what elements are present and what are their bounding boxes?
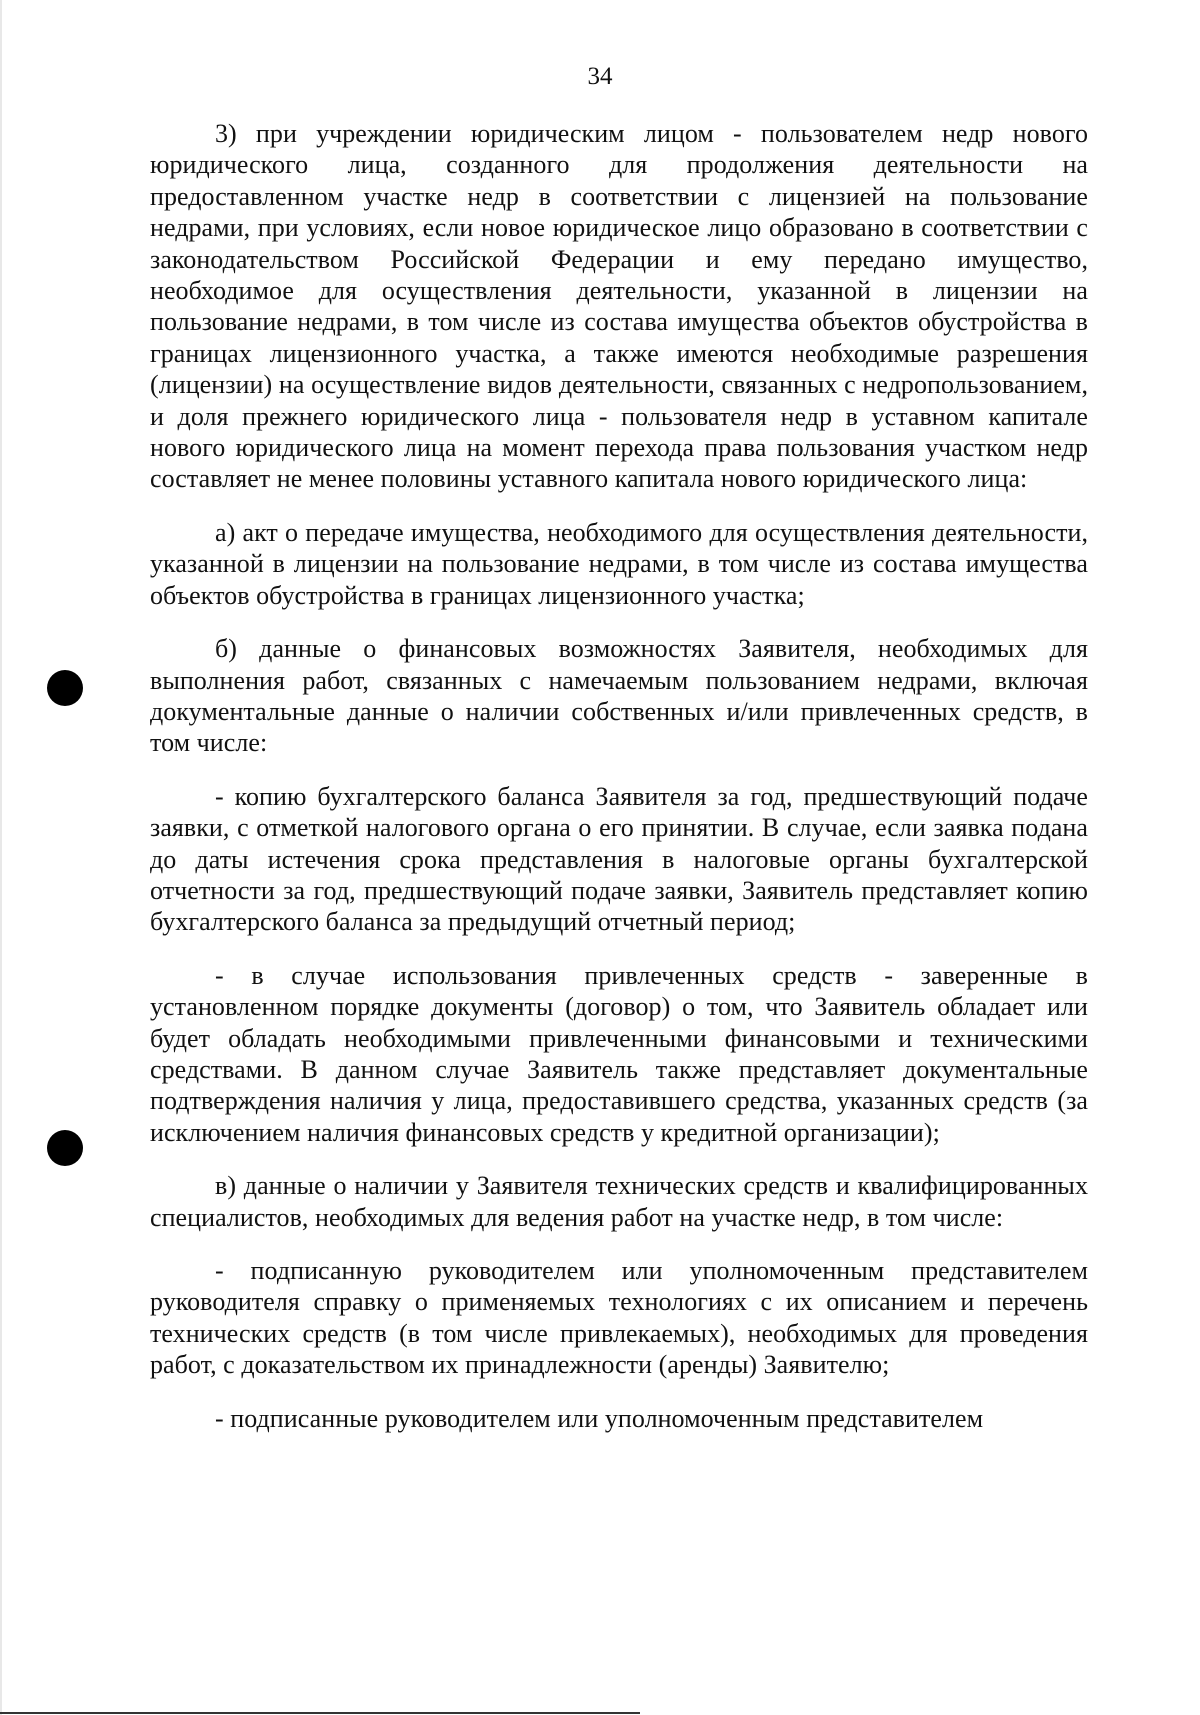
page-number: 34 bbox=[587, 63, 613, 90]
punch-hole-mark bbox=[47, 670, 83, 706]
paragraph-item-3: 3) при учреждении юридическим лицом - пользователем недр нового юридического лица, созданного для продолжения деятельности на предоставленном участке недр в соответствии с лицензией на пользование недрами, при условиях, если новое юридическое лицо образовано в соответствии с законодательством Российской Федерации и ему передано имущество, необходимое для осуществления деятельности, указанной в лицензии на пользование недрами, в том числе из состава имущества объектов обустройства в границах лицензионного участка, а также имеются необходимые разрешения (лицензии) на осуществление видов деятельности, связанных с недропользованием, и доля прежнего юридического лица - пользователя недр в уставном капитале нового юридического лица на момент перехода права пользования участком недр составляет не менее половины уставного капитала нового юридического лица: bbox=[150, 119, 1088, 494]
paragraph-subitem-a: а) акт о передаче имущества, необходимого для осуществления деятельности, указанной в лицензии на пользование недрами, в том числе из состава имущества объектов обустройства в границах лицензионного участка; bbox=[150, 517, 1088, 610]
paragraph-signed-documents: - подписанные руководителем или уполномоченным представителем bbox=[215, 1403, 984, 1433]
scan-left-edge bbox=[0, 0, 2, 1715]
document-body bbox=[150, 118, 1088, 1434]
scan-bottom-edge bbox=[0, 1712, 640, 1714]
paragraph-subitem-b: б) данные о финансовых возможностях Заявителя, необходимых для выполнения работ, связанных с намечаемым пользованием недрами, включая документальные данные о наличии собственных и/или привлеченных средств, в том числе: bbox=[150, 634, 1088, 758]
punch-hole-mark bbox=[47, 1130, 83, 1166]
paragraph-subitem-v: в) данные о наличии у Заявителя технических средств и квалифицированных специалистов, необходимых для ведения работ на участке недр, в том числе: bbox=[150, 1171, 1088, 1232]
paragraph-technology-reference: - подписанную руководителем или уполномоченным представителем руководителя справку о применяемых технологиях с их описанием и перечень технических средств (в том числе привлекаемых), необходимых для проведения работ, с доказательством их принадлежности (аренды) Заявителю; bbox=[150, 1256, 1088, 1380]
paragraph-borrowed-funds: - в случае использования привлеченных средств - заверенные в установленном порядке документы (договор) о том, что Заявитель обладает или будет обладать необходимыми привлеченными финансовыми и техническими средствами. В данном случае Заявитель также представляет документальные подтверждения наличия у лица, предоставившего средства, указанных средств (за исключением наличия финансовых средств у кредитной организации); bbox=[150, 960, 1088, 1147]
paragraph-balance-copy: - копию бухгалтерского баланса Заявителя за год, предшествующий подаче заявки, с отметкой налогового органа о его принятии. В случае, если заявка подана до даты истечения срока представления в налоговые органы бухгалтерской отчетности за год, предшествующий подаче заявки, Заявитель представляет копию бухгалтерского баланса за предыдущий отчетный период; bbox=[150, 781, 1088, 937]
